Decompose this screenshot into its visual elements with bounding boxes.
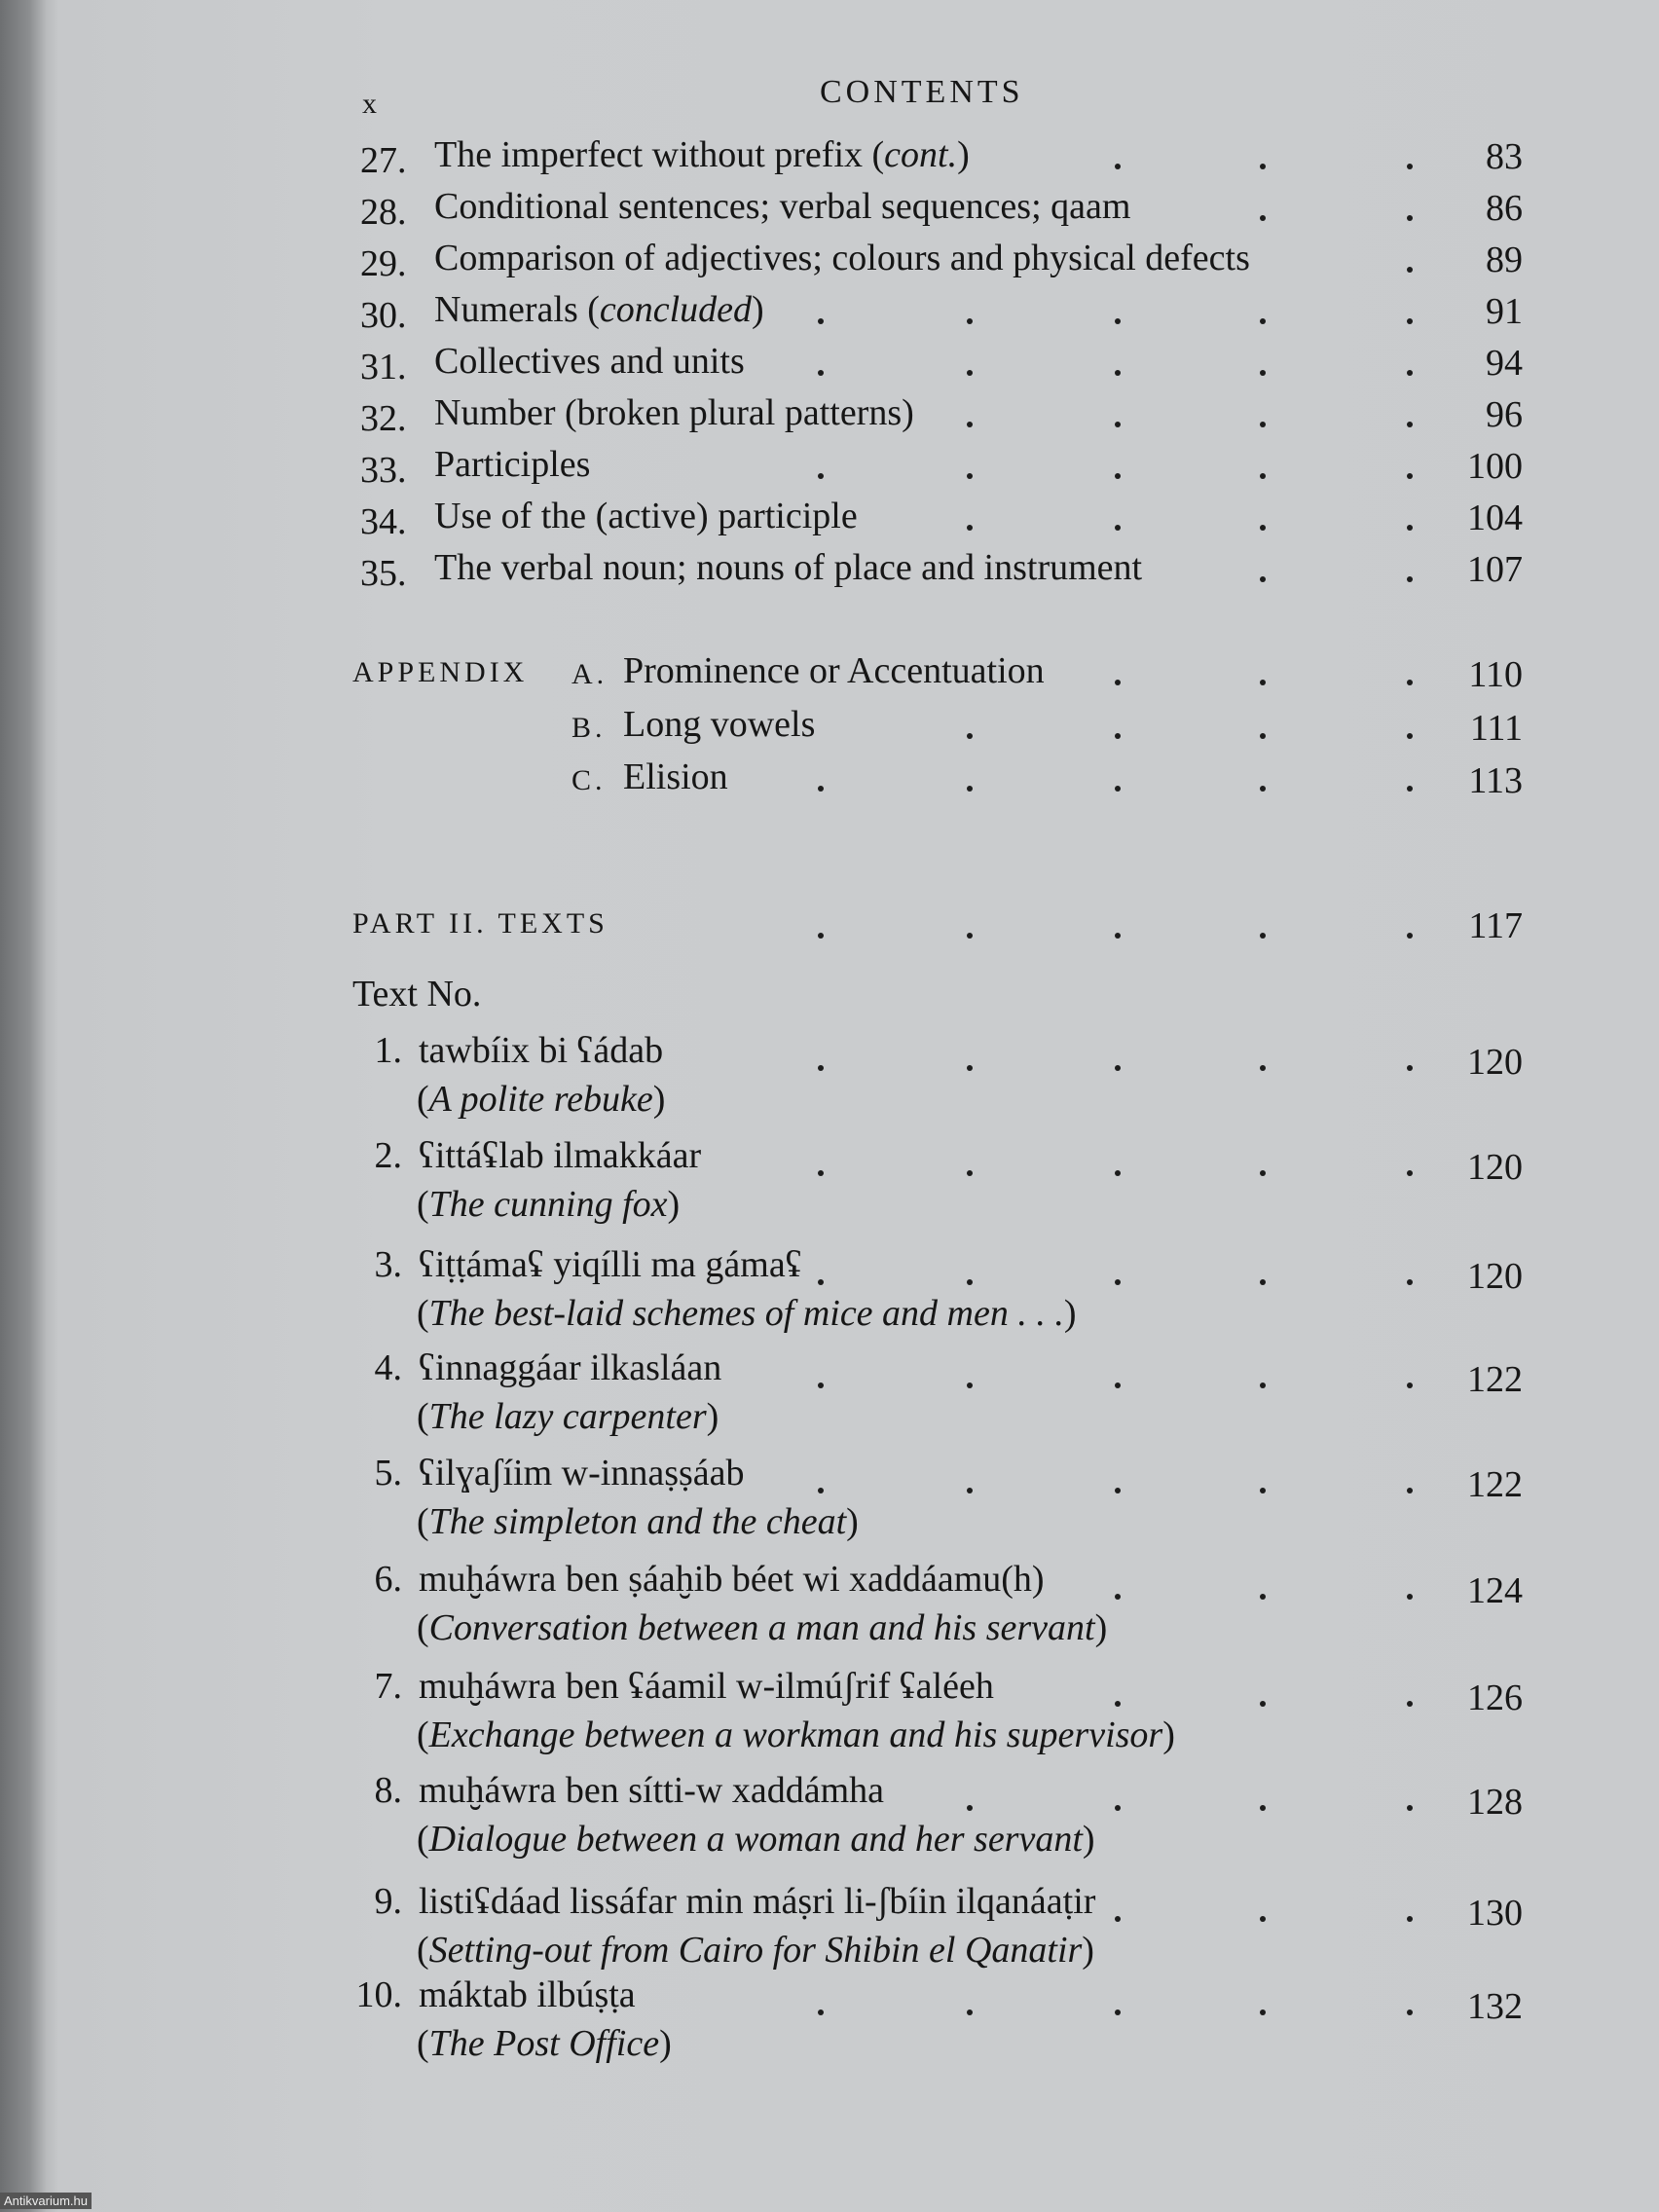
leader-dot bbox=[1260, 933, 1266, 939]
subtitle-text: The lazy carpenter bbox=[428, 1396, 707, 1437]
leader-dot bbox=[1260, 680, 1266, 685]
text-title: listiʢdáad lissáfar min máṣri li-ʃbíin ilqanáaṭir bbox=[419, 1881, 1096, 1922]
leader-dot bbox=[1115, 933, 1121, 939]
leader-dot bbox=[1260, 786, 1266, 792]
entry-number: 28. bbox=[360, 192, 407, 233]
text-page: 120 bbox=[1467, 1147, 1523, 1188]
paren-open: ( bbox=[417, 1079, 429, 1120]
leader-dot bbox=[967, 1065, 973, 1071]
leader-dot bbox=[1260, 422, 1266, 427]
leader-dot bbox=[967, 2009, 973, 2015]
paren-open: ( bbox=[417, 2023, 429, 2064]
text-page: 132 bbox=[1467, 1986, 1523, 2027]
text-page: 122 bbox=[1467, 1464, 1523, 1505]
leader-dot bbox=[1260, 1805, 1266, 1811]
entry-title bbox=[434, 498, 858, 535]
leader-dot bbox=[818, 1488, 824, 1493]
entry-page: 104 bbox=[1467, 498, 1523, 538]
leader-dot bbox=[1115, 1488, 1121, 1493]
text-subtitle bbox=[417, 1503, 859, 1540]
leader-dot bbox=[818, 370, 824, 376]
text-number: 1. bbox=[374, 1030, 402, 1071]
title-text: Comparison of adjectives; colours and physical defects bbox=[434, 238, 1250, 278]
text-subtitle bbox=[417, 1295, 1077, 1332]
leader-dot bbox=[1407, 733, 1413, 739]
text-number: 2. bbox=[374, 1135, 402, 1176]
leader-dot bbox=[1260, 576, 1266, 582]
leader-dot bbox=[1407, 267, 1413, 273]
leader-dot bbox=[1115, 164, 1121, 169]
leader-dot bbox=[1407, 786, 1413, 792]
leader-dot bbox=[1115, 786, 1121, 792]
leader-dot bbox=[1407, 680, 1413, 685]
leader-dot bbox=[967, 1382, 973, 1388]
entry-page: 91 bbox=[1486, 291, 1523, 332]
watermark: Antikvarium.hu bbox=[0, 2193, 92, 2209]
appendix-page: 113 bbox=[1468, 760, 1523, 801]
text-title: ʕinnaggáar ilkasláan bbox=[419, 1347, 722, 1388]
leader-dot bbox=[967, 786, 973, 792]
text-page: 128 bbox=[1467, 1782, 1523, 1823]
entry-page: 86 bbox=[1486, 188, 1523, 229]
appendix-title: Elision bbox=[623, 756, 728, 797]
leader-dot bbox=[818, 2009, 824, 2015]
paren-open: ( bbox=[417, 1396, 429, 1437]
entry-number: 33. bbox=[360, 450, 407, 491]
leader-dot bbox=[1407, 576, 1413, 582]
leader-dot bbox=[1407, 933, 1413, 939]
text-number: 7. bbox=[374, 1666, 402, 1707]
entry-number: 29. bbox=[360, 243, 407, 284]
entry-title bbox=[434, 188, 1130, 225]
leader-dot bbox=[1115, 1065, 1121, 1071]
text-subtitle bbox=[417, 1186, 680, 1223]
leader-dot bbox=[967, 1488, 973, 1493]
leader-dot bbox=[1407, 1382, 1413, 1388]
text-title: muḫáwra ben ʢáamil w-ilmúʃrif ʢaléeh bbox=[419, 1666, 994, 1707]
paren-open: ( bbox=[417, 1293, 429, 1334]
subtitle-text: A polite rebuke bbox=[428, 1079, 653, 1120]
paren-close: ) bbox=[1063, 1293, 1077, 1334]
leader-dot bbox=[1115, 370, 1121, 376]
leader-dot bbox=[1260, 2009, 1266, 2015]
leader-dot bbox=[1115, 318, 1121, 324]
text-no-label: Text No. bbox=[352, 974, 482, 1014]
title-text: The imperfect without prefix ( bbox=[434, 134, 885, 175]
leader-dot bbox=[967, 422, 973, 427]
entry-page: 100 bbox=[1467, 446, 1523, 487]
title-italic: cont. bbox=[884, 134, 958, 175]
paren-open: ( bbox=[417, 1930, 429, 1971]
leader-dot bbox=[1407, 1488, 1413, 1493]
leader-dot bbox=[967, 933, 973, 939]
appendix-page: 111 bbox=[1469, 708, 1523, 749]
leader-dot bbox=[1260, 1594, 1266, 1600]
leader-dot bbox=[1407, 2009, 1413, 2015]
paren-close: ) bbox=[1094, 1607, 1108, 1648]
entry-title bbox=[434, 240, 1250, 276]
leader-dot bbox=[1407, 318, 1413, 324]
appendix-label: APPENDIX bbox=[352, 656, 529, 688]
leader-dot bbox=[818, 1382, 824, 1388]
title-text: The verbal noun; nouns of place and instrument bbox=[434, 547, 1143, 588]
text-number: 6. bbox=[374, 1559, 402, 1600]
paren-close: ) bbox=[652, 1079, 666, 1120]
text-number: 5. bbox=[374, 1453, 402, 1493]
leader-dot bbox=[1115, 1170, 1121, 1176]
leader-dot bbox=[1407, 370, 1413, 376]
text-number: 10. bbox=[355, 1974, 402, 2015]
leader-dot bbox=[1260, 215, 1266, 221]
leader-dot bbox=[967, 473, 973, 479]
text-page: 122 bbox=[1467, 1359, 1523, 1400]
entry-page: 96 bbox=[1486, 394, 1523, 435]
part-two-label: PART II. TEXTS bbox=[352, 907, 608, 940]
entry-page: 107 bbox=[1467, 549, 1523, 590]
appendix-letter: A. bbox=[571, 658, 608, 690]
leader-dot bbox=[1407, 164, 1413, 169]
subtitle-text: The simpleton and the cheat bbox=[428, 1501, 847, 1542]
leader-dot bbox=[1115, 1279, 1121, 1285]
leader-dot bbox=[1115, 1382, 1121, 1388]
leader-dot bbox=[967, 733, 973, 739]
text-title: ʕiṭṭámaʢ yiqílli ma gámaʢ bbox=[419, 1244, 802, 1285]
entry-number: 31. bbox=[360, 347, 407, 387]
leader-dot bbox=[1407, 1279, 1413, 1285]
text-title: muḫáwra ben sítti-w xaddámha bbox=[419, 1770, 885, 1811]
entry-title bbox=[434, 343, 745, 380]
leader-dot bbox=[818, 786, 824, 792]
leader-dot bbox=[1407, 1594, 1413, 1600]
leader-dot bbox=[1260, 733, 1266, 739]
paren-close: ) bbox=[659, 2023, 672, 2064]
subtitle-text: The cunning fox bbox=[428, 1184, 668, 1225]
leader-dot bbox=[1407, 1916, 1413, 1922]
text-page: 124 bbox=[1467, 1570, 1523, 1611]
appendix-title: Prominence or Accentuation bbox=[623, 650, 1045, 691]
leader-dot bbox=[967, 318, 973, 324]
text-title: máktab ilbúṣṭa bbox=[419, 1974, 636, 2015]
title-end: ) bbox=[752, 289, 764, 330]
title-text: Number (broken plural patterns) bbox=[434, 392, 914, 433]
leader-dot bbox=[967, 1805, 973, 1811]
leader-dot bbox=[1115, 733, 1121, 739]
leader-dot bbox=[1407, 422, 1413, 427]
title-text: Use of the (active) participle bbox=[434, 496, 858, 536]
appendix-letter: B. bbox=[571, 712, 607, 744]
text-title: muḫáwra ben ṣáaḫib béet wi xaddáamu(h) bbox=[419, 1559, 1045, 1600]
text-subtitle bbox=[417, 1609, 1107, 1646]
entry-title bbox=[434, 549, 1142, 586]
paren-close: ) bbox=[1082, 1819, 1095, 1860]
entry-page: 94 bbox=[1486, 343, 1523, 384]
leader-dot bbox=[1115, 1916, 1121, 1922]
entry-number: 34. bbox=[360, 501, 407, 542]
text-subtitle bbox=[417, 1081, 665, 1118]
text-title: tawbíix bi ʕádab bbox=[419, 1030, 664, 1071]
leader-dot bbox=[1407, 1701, 1413, 1707]
subtitle-text: Conversation between a man and his servant bbox=[428, 1607, 1095, 1648]
leader-dot bbox=[1260, 164, 1266, 169]
leader-dot bbox=[1260, 1170, 1266, 1176]
entry-number: 30. bbox=[360, 295, 407, 336]
leader-dot bbox=[1260, 1382, 1266, 1388]
leader-dot bbox=[1407, 1065, 1413, 1071]
paren-close: ) bbox=[846, 1501, 859, 1542]
appendix-title: Long vowels bbox=[623, 704, 816, 745]
text-subtitle bbox=[417, 2025, 672, 2062]
page-title: CONTENTS bbox=[820, 74, 1024, 110]
leader-dot bbox=[1115, 2009, 1121, 2015]
leader-dot bbox=[1260, 1488, 1266, 1493]
paren-close: ) bbox=[706, 1396, 719, 1437]
paren-open: ( bbox=[417, 1184, 429, 1225]
appendix-letter: C. bbox=[571, 764, 607, 796]
text-subtitle bbox=[417, 1932, 1094, 1969]
text-page: 130 bbox=[1467, 1893, 1523, 1934]
text-number: 8. bbox=[374, 1770, 402, 1811]
leader-dot bbox=[1260, 1701, 1266, 1707]
leader-dot bbox=[1260, 525, 1266, 531]
entry-page: 89 bbox=[1486, 240, 1523, 280]
text-subtitle bbox=[417, 1398, 719, 1435]
leader-dot bbox=[1407, 215, 1413, 221]
appendix-page: 110 bbox=[1468, 654, 1523, 695]
leader-dot bbox=[1115, 1805, 1121, 1811]
entry-title bbox=[434, 446, 590, 483]
text-subtitle bbox=[417, 1716, 1175, 1753]
paren-close: ) bbox=[1082, 1930, 1094, 1971]
subtitle-text: Exchange between a workman and his supervisor bbox=[428, 1714, 1163, 1755]
text-page: 126 bbox=[1467, 1677, 1523, 1718]
paren-open: ( bbox=[417, 1501, 429, 1542]
entry-title bbox=[434, 136, 970, 173]
leader-dot bbox=[1260, 370, 1266, 376]
paren-close: ) bbox=[667, 1184, 681, 1225]
leader-dot bbox=[967, 1170, 973, 1176]
title-text: Conditional sentences; verbal sequences; qaam bbox=[434, 186, 1131, 227]
leader-dot bbox=[818, 1065, 824, 1071]
leader-dot bbox=[967, 370, 973, 376]
leader-dot bbox=[1260, 1065, 1266, 1071]
entry-number: 32. bbox=[360, 398, 407, 439]
entry-title bbox=[434, 394, 914, 431]
text-subtitle bbox=[417, 1821, 1095, 1858]
paren-close: ) bbox=[1162, 1714, 1175, 1755]
text-number: 9. bbox=[374, 1881, 402, 1922]
paren-open: ( bbox=[417, 1714, 429, 1755]
leader-dot bbox=[1407, 1805, 1413, 1811]
subtitle-text: The best-laid schemes of mice and men . . . bbox=[428, 1293, 1064, 1334]
subtitle-text: Setting-out from Cairo for Shibin el Qanatir bbox=[428, 1930, 1083, 1971]
leader-dot bbox=[818, 318, 824, 324]
title-text: Numerals ( bbox=[434, 289, 600, 330]
leader-dot bbox=[1260, 473, 1266, 479]
title-end: ) bbox=[957, 134, 970, 175]
leader-dot bbox=[1115, 1594, 1121, 1600]
text-page: 120 bbox=[1467, 1042, 1523, 1083]
page-numeral: x bbox=[362, 88, 377, 120]
title-text: Collectives and units bbox=[434, 341, 745, 382]
entry-number: 35. bbox=[360, 553, 407, 594]
leader-dot bbox=[1115, 422, 1121, 427]
text-page: 120 bbox=[1467, 1256, 1523, 1297]
leader-dot bbox=[818, 933, 824, 939]
leader-dot bbox=[1260, 1279, 1266, 1285]
part-two-page: 117 bbox=[1468, 905, 1523, 946]
leader-dot bbox=[1115, 525, 1121, 531]
entry-page: 83 bbox=[1486, 136, 1523, 177]
leader-dot bbox=[1407, 1170, 1413, 1176]
leader-dot bbox=[818, 473, 824, 479]
leader-dot bbox=[1260, 318, 1266, 324]
leader-dot bbox=[1115, 473, 1121, 479]
title-italic: concluded bbox=[599, 289, 753, 330]
leader-dot bbox=[1115, 1701, 1121, 1707]
text-number: 4. bbox=[374, 1347, 402, 1388]
leader-dot bbox=[967, 1279, 973, 1285]
leader-dot bbox=[1407, 525, 1413, 531]
text-number: 3. bbox=[374, 1244, 402, 1285]
subtitle-text: The Post Office bbox=[428, 2023, 660, 2064]
title-text: Participles bbox=[434, 444, 591, 485]
entry-number: 27. bbox=[360, 140, 407, 181]
leader-dot bbox=[818, 1279, 824, 1285]
text-title: ʕilɣaʃíim w-innaṣṣáab bbox=[419, 1453, 745, 1493]
text-title: ʕittáʢlab ilmakkáar bbox=[419, 1135, 702, 1176]
leader-dot bbox=[1260, 1916, 1266, 1922]
leader-dot bbox=[1407, 473, 1413, 479]
paren-open: ( bbox=[417, 1607, 429, 1648]
subtitle-text: Dialogue between a woman and her servant bbox=[428, 1819, 1083, 1860]
leader-dot bbox=[818, 1170, 824, 1176]
entry-title bbox=[434, 291, 764, 328]
leader-dot bbox=[967, 525, 973, 531]
leader-dot bbox=[1115, 680, 1121, 685]
paren-open: ( bbox=[417, 1819, 429, 1860]
